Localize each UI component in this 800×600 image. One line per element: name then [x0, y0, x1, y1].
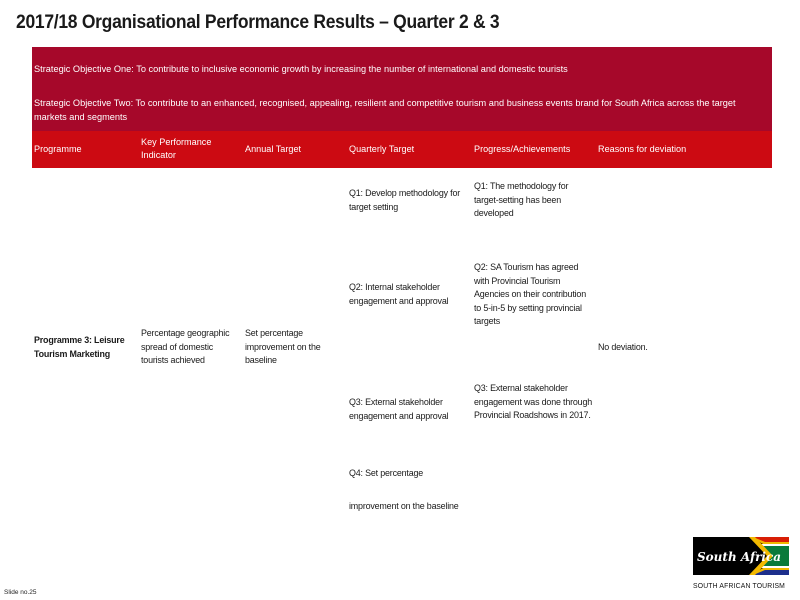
strategic-objectives-banner — [32, 47, 772, 131]
south-africa-logo — [693, 537, 789, 575]
progress-q1: Q1: The methodology for target-setting has been developed — [474, 181, 569, 219]
reasons-cell: No deviation. — [598, 342, 648, 353]
progress-q2: Q2: SA Tourism has agreed with Provincial Tourism Agencies on their contribution to 5-in-5 by setting provincial targets — [474, 262, 586, 327]
logo-text: South Africa — [697, 550, 782, 564]
strategic-objective-one: Strategic Objective One: To contribute to inclusive economic growth by increasing the number of international and domestic tourists — [34, 64, 568, 75]
table-header-row — [32, 131, 772, 168]
strategic-objective-two: Strategic Objective Two: To contribute to an enhanced, recognised, appealing, resilient and competitive tourism and business events brand for South Africa across the target markets and segments — [34, 98, 736, 123]
programme-cell: Programme 3: Leisure Tourism Marketing — [34, 335, 125, 360]
slide-number: Slide no.25 — [4, 589, 37, 596]
progress-q3: Q3: External stakeholder engagement was done through Provincial Roadshows in 2017. — [474, 383, 593, 421]
kpi-cell: Percentage geographic spread of domestic tourists achieved — [141, 328, 230, 366]
header-quarterly-target: Quarterly Target — [349, 144, 415, 155]
page-title: 2017/18 Organisational Performance Results – Quarter 2 & 3 — [16, 12, 500, 33]
header-progress: Progress/Achievements — [474, 144, 571, 155]
south-africa-flag-icon — [693, 537, 789, 575]
quarterly-target-q4-line2: improvement on the baseline — [349, 501, 459, 512]
logo-caption: SOUTH AFRICAN TOURISM — [693, 581, 786, 590]
header-programme: Programme — [34, 144, 82, 155]
header-reasons: Reasons for deviation — [598, 144, 687, 155]
annual-target-cell: Set percentage improvement on the baseline — [245, 328, 321, 366]
quarterly-target-q4-line1: Q4: Set percentage — [349, 468, 424, 479]
header-annual-target: Annual Target — [245, 144, 302, 155]
quarterly-target-q1: Q1: Develop methodology for target setting — [349, 188, 461, 213]
quarterly-target-q2: Q2: Internal stakeholder engagement and approval — [349, 282, 449, 307]
quarterly-target-q3: Q3: External stakeholder engagement and approval — [349, 397, 449, 422]
header-kpi: Key Performance Indicator — [141, 137, 212, 161]
